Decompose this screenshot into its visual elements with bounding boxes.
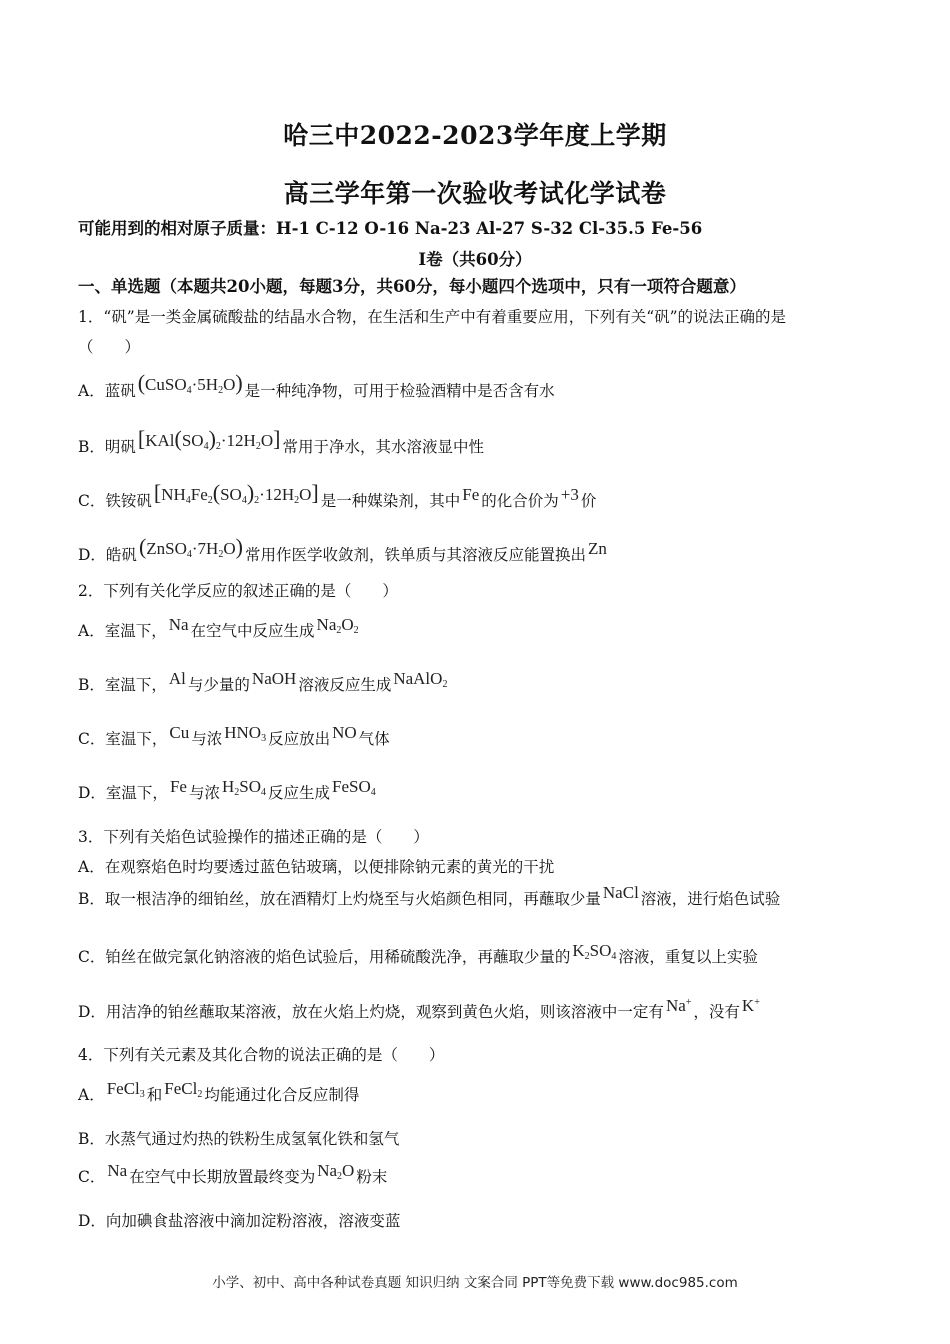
section-heading: 一、单选题（本题共20小题，每题3分，共60分，每小题四个选项中，只有一项符合题意） (78, 277, 746, 296)
footer-banner: 小学、初中、高中各种试卷真题 知识归纳 文案合同 PPT等免费下载 www.doc985.com (212, 1275, 738, 1291)
exam-title: 哈三中2022-2023学年度上学期 (283, 121, 667, 150)
q2-option-b: B．室温下， Al 与少量的 NaOH 溶液反应生成 NaAlO$_2$ (78, 669, 448, 694)
q3-option-b: B．取一根洁净的细铂丝，放在酒精灯上灼烧至与火焰颜色相同，再蘸取少量 NaCl 溶液，进行焰色试验 (78, 883, 781, 908)
q3-option-a: A．在观察焰色时均要透过蓝色钴玻璃，以便排除钠元素的黄光的干扰 (78, 858, 555, 876)
q2-option-a: A．室温下， Na 在空气中反应生成 $Na_2O_2$ (78, 615, 359, 640)
q4-option-c: C． Na 在空气中长期放置最终变为 $Na_2O$ 粉末 (78, 1161, 388, 1186)
q4-option-b: B．水蒸气通过灼热的铁粉生成氢氧化铁和氢气 (78, 1130, 400, 1148)
q2-option-c: C．室温下， Cu 与浓 $HNO_3$ 反应放出 NO 气体 (78, 723, 390, 748)
formula-alum: $[KAl(SO_4)_2\cdot 12H_2O]$ (137, 426, 281, 452)
formula-fe: Fe (462, 485, 480, 504)
volume-heading: Ⅰ卷（共60分） (418, 250, 532, 269)
exam-subtitle: 高三学年第一次验收考试化学试卷 (283, 179, 667, 208)
q3-option-d: D．用洁净的铂丝蘸取某溶液，放在火焰上灼烧，观察到黄色火焰，则该溶液中一定有 Na+，没有 K+ (78, 996, 760, 1021)
formula-white-vitriol: $(ZnSO_4\cdot 7H_2O)$ (138, 534, 243, 560)
q1-option-a: A．蓝矾$(CuSO_4\cdot 5H_2O)$ 是一种纯净物，可用于检验酒精中是否含有水 (78, 370, 555, 400)
formula-plus3: +3 (560, 485, 579, 504)
q4-option-a: A． FeCl$_3$ 和 FeCl$_2$ 均能通过化合反应制得 (78, 1079, 360, 1104)
q4-stem: 4．下列有关元素及其化合物的说法正确的是（ ） (78, 1046, 445, 1064)
q1-option-d: D．皓矾$(ZnSO_4\cdot 7H_2O)$ 常用作医学收敛剂，铁单质与其溶液反应能置换出 Zn (78, 534, 607, 564)
q4-option-d: D．向加碘食盐溶液中滴加淀粉溶液，溶液变蓝 (78, 1212, 401, 1230)
formula-zn: Zn (587, 539, 607, 558)
q1-stem: 1．“矾”是一类金属硫酸盐的结晶水合物，在生活和生产中有着重要应用，下列有关“矾”的说法正确的是 (78, 308, 787, 326)
formula-ammonium-iron-alum: $[NH_4Fe_2(SO_4)_2\cdot 12H_2O]$ (153, 480, 319, 506)
q1-option-c: C．铁铵矾$[NH_4Fe_2(SO_4)_2\cdot 12H_2O]$ 是一种媒染剂，其中 Fe 的化合价为 +3 价 (78, 480, 597, 510)
formula-blue-vitriol: $(CuSO_4\cdot 5H_2O)$ (137, 370, 243, 396)
q3-option-c: C．铂丝在做完氯化钠溶液的焰色试验后，用稀硫酸洗净，再蘸取少量的 $K_2SO_4$ 溶液，重复以上实验 (78, 941, 758, 966)
q1-option-b: B．明矾$[KAl(SO_4)_2\cdot 12H_2O]$ 常用于净水，其水溶液显中性 (78, 426, 484, 456)
atomic-masses: 可能用到的相对原子质量：H-1 C-12 O-16 Na-23 Al-27 S-32 Cl-35.5 Fe-56 (78, 219, 703, 238)
q3-stem: 3．下列有关焰色试验操作的描述正确的是（ ） (78, 828, 429, 846)
q2-option-d: D．室温下， Fe 与浓 $H_2SO_4$ 反应生成 FeSO$_4$ (78, 777, 376, 802)
q1-blank: （ ） (78, 338, 141, 356)
q2-stem: 2．下列有关化学反应的叙述正确的是（ ） (78, 582, 398, 600)
